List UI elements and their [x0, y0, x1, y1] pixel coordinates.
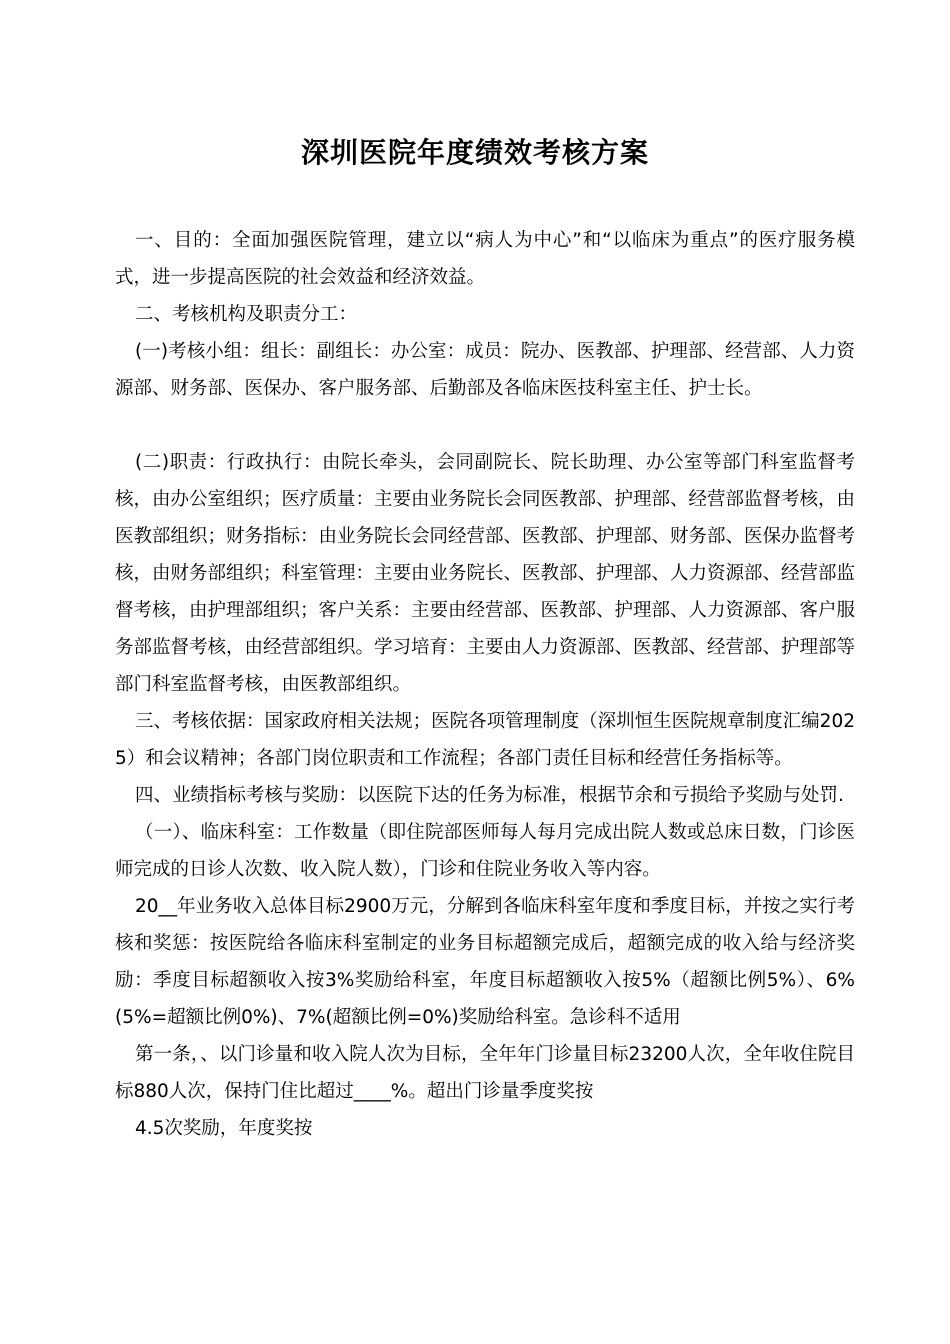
document-body: [115, 222, 855, 1147]
paragraph-assessment-basis: 三、考核依据：国家政府相关法规；医院各项管理制度（深圳恒生医院规章制度汇编2025）和会议精神；各部门岗位职责和工作流程；各部门责任目标和经营任务指标等。: [115, 711, 855, 769]
paragraph-reward-rate: 4.5次奖励，年度奖按: [135, 1118, 313, 1139]
paragraph-performance-rewards: 四、业绩指标考核与奖励：以医院下达的任务为标准，根据节余和亏损给予奖励与处罚.: [135, 785, 844, 806]
paragraph-responsibilities: (二)职责：行政执行：由院长牵头，会同副院长、院长助理、办公室等部门科室监督考核，由办公室组织；医疗质量：主要由业务院长会同医教部、护理部、经营部监督考核，由医教部组织；财务指标：由业务院长会同经营部、医教部、护理部、财务部、医保办监督考核，由财务部组织；科室管理：主要由业务院长、医教部、护理部、人力资源部、经营部监督考核，由护理部组织；客户关系：主要由经营部、医教部、护理部、人力资源部、客户服务部监督考核，由经营部组织。学习培育：主要由人力资源部、医教部、经营部、护理部等部门科室监督考核，由医教部组织。: [115, 452, 856, 695]
paragraph-clinical-departments: （一）、临床科室：工作数量（即住院部医师每人每月完成出院人数或总床日数，门诊医师完成的日诊人次数、收入院人数），门诊和住院业务收入等内容。: [115, 822, 855, 880]
paragraph-organization-heading: 二、考核机构及职责分工：: [135, 304, 358, 325]
document-title: 深圳医院年度绩效考核方案: [300, 136, 649, 169]
paragraph-assessment-group: (一)考核小组：组长：副组长：办公室：成员：院办、医教部、护理部、经营部、人力资源部、财务部、医保办、客户服务部、后勤部及各临床医技科室主任、护士长。: [115, 341, 855, 399]
paragraph-article-one: 第一条，、以门诊量和收入院人次为目标，全年年门诊量目标23200人次，全年收住院目标880人次，保持门住比超过____%。超出门诊量季度奖按: [115, 1044, 855, 1102]
paragraph-revenue-target: 20__年业务收入总体目标2900万元，分解到各临床科室年度和季度目标，并按之实行考核和奖惩：按医院给各临床科室制定的业务目标超额完成后，超额完成的收入给与经济奖励：季度目标超额收入按3%奖励给科室，年度目标超额收入按5%（超额比例5%）、6%(5%=超额比例0%)、7%(超额比例=0%)奖励给科室。急诊科不适用: [115, 896, 855, 1028]
paragraph-purpose: 一、目的：全面加强医院管理，建立以“病人为中心”和“以临床为重点”的医疗服务模式，进一步提高医院的社会效益和经济效益。: [115, 230, 855, 288]
